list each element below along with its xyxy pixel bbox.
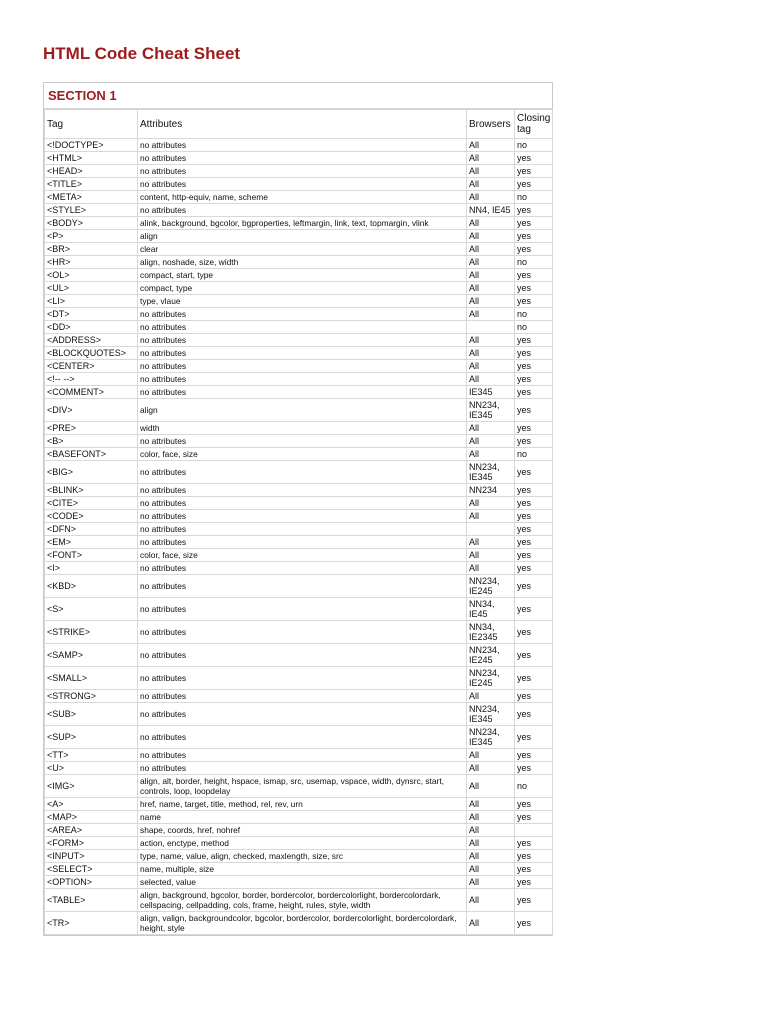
- tag-cell: <CITE>: [45, 497, 138, 510]
- table-header-row: [45, 110, 553, 139]
- attributes-cell: no attributes: [138, 461, 467, 484]
- browsers-cell: All: [467, 269, 515, 282]
- browsers-cell: All: [467, 775, 515, 798]
- attributes-cell: action, enctype, method: [138, 837, 467, 850]
- browsers-cell: NN234, IE245: [467, 575, 515, 598]
- tag-cell: <DIV>: [45, 399, 138, 422]
- table-row: [45, 850, 553, 863]
- table-row: [45, 703, 553, 726]
- tag-cell: <PRE>: [45, 422, 138, 435]
- table-row: [45, 621, 553, 644]
- browsers-cell: All: [467, 243, 515, 256]
- attributes-cell: align: [138, 399, 467, 422]
- closing-tag-cell: yes: [515, 536, 553, 549]
- browsers-cell: All: [467, 749, 515, 762]
- closing-tag-cell: yes: [515, 422, 553, 435]
- attributes-cell: href, name, target, title, method, rel, rev, urn: [138, 798, 467, 811]
- table-row: [45, 347, 553, 360]
- browsers-cell: All: [467, 510, 515, 523]
- table-row: [45, 667, 553, 690]
- tag-cell: <OL>: [45, 269, 138, 282]
- tag-cell: <OPTION>: [45, 876, 138, 889]
- closing-tag-cell: yes: [515, 523, 553, 536]
- tag-cell: <IMG>: [45, 775, 138, 798]
- tag-cell: <META>: [45, 191, 138, 204]
- browsers-cell: NN34, IE2345: [467, 621, 515, 644]
- tag-cell: <A>: [45, 798, 138, 811]
- browsers-cell: All: [467, 497, 515, 510]
- table-row: [45, 575, 553, 598]
- table-row: [45, 422, 553, 435]
- browsers-cell: All: [467, 152, 515, 165]
- closing-tag-cell: yes: [515, 347, 553, 360]
- browsers-cell: All: [467, 824, 515, 837]
- tag-cell: <CODE>: [45, 510, 138, 523]
- table-row: [45, 484, 553, 497]
- tag-cell: <FONT>: [45, 549, 138, 562]
- closing-tag-cell: yes: [515, 497, 553, 510]
- attributes-cell: align, alt, border, height, hspace, ismap, src, usemap, vspace, width, dynsrc, start, controls, loop, loopdelay: [138, 775, 467, 798]
- table-row: [45, 399, 553, 422]
- attributes-cell: no attributes: [138, 644, 467, 667]
- browsers-cell: All: [467, 435, 515, 448]
- attributes-cell: no attributes: [138, 347, 467, 360]
- table-row: [45, 811, 553, 824]
- closing-tag-cell: yes: [515, 850, 553, 863]
- closing-tag-cell: [515, 824, 553, 837]
- browsers-cell: All: [467, 256, 515, 269]
- attributes-cell: no attributes: [138, 152, 467, 165]
- closing-tag-cell: yes: [515, 435, 553, 448]
- attributes-cell: no attributes: [138, 510, 467, 523]
- table-row: [45, 876, 553, 889]
- attributes-cell: clear: [138, 243, 467, 256]
- table-row: [45, 510, 553, 523]
- table-row: [45, 644, 553, 667]
- attributes-cell: selected, value: [138, 876, 467, 889]
- tag-cell: <STYLE>: [45, 204, 138, 217]
- tag-cell: <TT>: [45, 749, 138, 762]
- table-row: [45, 798, 553, 811]
- tag-cell: <B>: [45, 435, 138, 448]
- table-row: [45, 334, 553, 347]
- tag-cell: <SUB>: [45, 703, 138, 726]
- attributes-cell: no attributes: [138, 165, 467, 178]
- tag-cell: <TABLE>: [45, 889, 138, 912]
- table-row: [45, 152, 553, 165]
- browsers-cell: All: [467, 549, 515, 562]
- tag-cell: <BIG>: [45, 461, 138, 484]
- tag-cell: <BLINK>: [45, 484, 138, 497]
- column-header-tag: Tag: [45, 110, 138, 139]
- browsers-cell: NN234, IE345: [467, 399, 515, 422]
- table-row: [45, 373, 553, 386]
- table-row: [45, 863, 553, 876]
- closing-tag-cell: yes: [515, 217, 553, 230]
- table-row: [45, 191, 553, 204]
- attributes-cell: compact, type: [138, 282, 467, 295]
- table-row: [45, 749, 553, 762]
- browsers-cell: NN4, IE45: [467, 204, 515, 217]
- browsers-cell: All: [467, 178, 515, 191]
- tag-cell: <EM>: [45, 536, 138, 549]
- closing-tag-cell: yes: [515, 510, 553, 523]
- cheat-sheet-section: [43, 82, 553, 936]
- browsers-cell: NN234, IE245: [467, 667, 515, 690]
- browsers-cell: All: [467, 217, 515, 230]
- tag-cell: <CENTER>: [45, 360, 138, 373]
- attributes-cell: no attributes: [138, 360, 467, 373]
- table-row: [45, 386, 553, 399]
- browsers-cell: All: [467, 912, 515, 935]
- attributes-cell: color, face, size: [138, 549, 467, 562]
- browsers-cell: NN234, IE345: [467, 726, 515, 749]
- closing-tag-cell: yes: [515, 204, 553, 217]
- column-header-closing-tag: Closing tag: [515, 110, 553, 139]
- tag-cell: <HR>: [45, 256, 138, 269]
- browsers-cell: All: [467, 295, 515, 308]
- attributes-cell: content, http-equiv, name, scheme: [138, 191, 467, 204]
- attributes-cell: no attributes: [138, 749, 467, 762]
- attributes-cell: align: [138, 230, 467, 243]
- section-title: SECTION 1: [44, 83, 552, 109]
- tag-cell: <TITLE>: [45, 178, 138, 191]
- browsers-cell: All: [467, 811, 515, 824]
- closing-tag-cell: yes: [515, 889, 553, 912]
- browsers-cell: NN234: [467, 484, 515, 497]
- attributes-cell: type, name, value, align, checked, maxlength, size, src: [138, 850, 467, 863]
- browsers-cell: IE345: [467, 386, 515, 399]
- table-row: [45, 889, 553, 912]
- tag-cell: <TR>: [45, 912, 138, 935]
- tag-cell: <SUP>: [45, 726, 138, 749]
- closing-tag-cell: yes: [515, 230, 553, 243]
- table-row: [45, 837, 553, 850]
- attributes-cell: no attributes: [138, 435, 467, 448]
- attributes-cell: no attributes: [138, 762, 467, 775]
- attributes-cell: color, face, size: [138, 448, 467, 461]
- browsers-cell: [467, 321, 515, 334]
- page-title: HTML Code Cheat Sheet: [43, 44, 241, 63]
- closing-tag-cell: yes: [515, 690, 553, 703]
- closing-tag-cell: yes: [515, 837, 553, 850]
- table-row: [45, 282, 553, 295]
- closing-tag-cell: yes: [515, 876, 553, 889]
- closing-tag-cell: yes: [515, 598, 553, 621]
- closing-tag-cell: no: [515, 308, 553, 321]
- closing-tag-cell: yes: [515, 461, 553, 484]
- closing-tag-cell: no: [515, 321, 553, 334]
- browsers-cell: All: [467, 798, 515, 811]
- closing-tag-cell: yes: [515, 334, 553, 347]
- closing-tag-cell: no: [515, 775, 553, 798]
- attributes-cell: compact, start, type: [138, 269, 467, 282]
- attributes-cell: no attributes: [138, 690, 467, 703]
- table-body: [45, 139, 553, 935]
- tag-cell: <COMMENT>: [45, 386, 138, 399]
- closing-tag-cell: yes: [515, 798, 553, 811]
- closing-tag-cell: yes: [515, 243, 553, 256]
- closing-tag-cell: no: [515, 139, 553, 152]
- table-row: [45, 461, 553, 484]
- tag-cell: <ADDRESS>: [45, 334, 138, 347]
- closing-tag-cell: yes: [515, 667, 553, 690]
- tag-cell: <SMALL>: [45, 667, 138, 690]
- attributes-cell: type, vlaue: [138, 295, 467, 308]
- attributes-cell: no attributes: [138, 497, 467, 510]
- attributes-cell: no attributes: [138, 667, 467, 690]
- table-row: [45, 690, 553, 703]
- browsers-cell: All: [467, 562, 515, 575]
- browsers-cell: [467, 523, 515, 536]
- column-header-browsers: Browsers: [467, 110, 515, 139]
- attributes-cell: no attributes: [138, 726, 467, 749]
- attributes-cell: no attributes: [138, 523, 467, 536]
- attributes-cell: align, noshade, size, width: [138, 256, 467, 269]
- browsers-cell: All: [467, 230, 515, 243]
- closing-tag-cell: yes: [515, 360, 553, 373]
- tag-cell: <SAMP>: [45, 644, 138, 667]
- cheat-sheet-table: [44, 109, 553, 935]
- table-row: [45, 912, 553, 935]
- closing-tag-cell: no: [515, 191, 553, 204]
- browsers-cell: All: [467, 360, 515, 373]
- attributes-cell: shape, coords, href, nohref: [138, 824, 467, 837]
- table-row: [45, 204, 553, 217]
- tag-cell: <!-- -->: [45, 373, 138, 386]
- tag-cell: <KBD>: [45, 575, 138, 598]
- table-row: [45, 536, 553, 549]
- tag-cell: <U>: [45, 762, 138, 775]
- attributes-cell: no attributes: [138, 621, 467, 644]
- attributes-cell: name: [138, 811, 467, 824]
- attributes-cell: align, valign, backgroundcolor, bgcolor, bordercolor, bordercolorlight, bordercolordark, height, style: [138, 912, 467, 935]
- table-row: [45, 178, 553, 191]
- tag-cell: <BR>: [45, 243, 138, 256]
- attributes-cell: no attributes: [138, 373, 467, 386]
- browsers-cell: All: [467, 863, 515, 876]
- browsers-cell: NN234, IE345: [467, 461, 515, 484]
- browsers-cell: All: [467, 373, 515, 386]
- tag-cell: <AREA>: [45, 824, 138, 837]
- closing-tag-cell: yes: [515, 703, 553, 726]
- table-row: [45, 217, 553, 230]
- closing-tag-cell: yes: [515, 373, 553, 386]
- table-row: [45, 775, 553, 798]
- tag-cell: <!DOCTYPE>: [45, 139, 138, 152]
- browsers-cell: All: [467, 762, 515, 775]
- closing-tag-cell: yes: [515, 575, 553, 598]
- attributes-cell: no attributes: [138, 703, 467, 726]
- tag-cell: <MAP>: [45, 811, 138, 824]
- table-row: [45, 562, 553, 575]
- browsers-cell: All: [467, 536, 515, 549]
- attributes-cell: no attributes: [138, 562, 467, 575]
- table-row: [45, 256, 553, 269]
- attributes-cell: align, background, bgcolor, border, bordercolor, bordercolorlight, bordercolordark, cellspacing, cellpadding, cols, frame, height, rules, style, width: [138, 889, 467, 912]
- browsers-cell: All: [467, 139, 515, 152]
- browsers-cell: NN34, IE45: [467, 598, 515, 621]
- table-row: [45, 269, 553, 282]
- browsers-cell: NN234, IE245: [467, 644, 515, 667]
- table-row: [45, 165, 553, 178]
- table-row: [45, 523, 553, 536]
- closing-tag-cell: yes: [515, 562, 553, 575]
- table-row: [45, 308, 553, 321]
- closing-tag-cell: yes: [515, 386, 553, 399]
- table-row: [45, 824, 553, 837]
- table-row: [45, 598, 553, 621]
- tag-cell: <I>: [45, 562, 138, 575]
- attributes-cell: no attributes: [138, 484, 467, 497]
- attributes-cell: width: [138, 422, 467, 435]
- attributes-cell: no attributes: [138, 321, 467, 334]
- closing-tag-cell: yes: [515, 165, 553, 178]
- tag-cell: <P>: [45, 230, 138, 243]
- tag-cell: <INPUT>: [45, 850, 138, 863]
- table-row: [45, 139, 553, 152]
- tag-cell: <SELECT>: [45, 863, 138, 876]
- browsers-cell: NN234, IE345: [467, 703, 515, 726]
- closing-tag-cell: yes: [515, 399, 553, 422]
- column-header-attributes: Attributes: [138, 110, 467, 139]
- attributes-cell: no attributes: [138, 536, 467, 549]
- attributes-cell: no attributes: [138, 139, 467, 152]
- browsers-cell: All: [467, 422, 515, 435]
- closing-tag-cell: yes: [515, 912, 553, 935]
- tag-cell: <BODY>: [45, 217, 138, 230]
- browsers-cell: All: [467, 191, 515, 204]
- table-row: [45, 435, 553, 448]
- closing-tag-cell: yes: [515, 811, 553, 824]
- attributes-cell: no attributes: [138, 575, 467, 598]
- closing-tag-cell: yes: [515, 282, 553, 295]
- attributes-cell: no attributes: [138, 598, 467, 621]
- closing-tag-cell: yes: [515, 621, 553, 644]
- closing-tag-cell: yes: [515, 726, 553, 749]
- closing-tag-cell: yes: [515, 762, 553, 775]
- closing-tag-cell: yes: [515, 749, 553, 762]
- tag-cell: <BLOCKQUOTES>: [45, 347, 138, 360]
- table-row: [45, 321, 553, 334]
- browsers-cell: All: [467, 308, 515, 321]
- closing-tag-cell: yes: [515, 863, 553, 876]
- closing-tag-cell: yes: [515, 269, 553, 282]
- closing-tag-cell: no: [515, 448, 553, 461]
- tag-cell: <HEAD>: [45, 165, 138, 178]
- table-row: [45, 726, 553, 749]
- closing-tag-cell: yes: [515, 644, 553, 667]
- table-row: [45, 360, 553, 373]
- browsers-cell: All: [467, 850, 515, 863]
- browsers-cell: All: [467, 889, 515, 912]
- attributes-cell: no attributes: [138, 386, 467, 399]
- tag-cell: <STRONG>: [45, 690, 138, 703]
- tag-cell: <S>: [45, 598, 138, 621]
- tag-cell: <DT>: [45, 308, 138, 321]
- table-row: [45, 762, 553, 775]
- closing-tag-cell: yes: [515, 178, 553, 191]
- closing-tag-cell: yes: [515, 484, 553, 497]
- browsers-cell: All: [467, 334, 515, 347]
- tag-cell: <HTML>: [45, 152, 138, 165]
- browsers-cell: All: [467, 448, 515, 461]
- closing-tag-cell: yes: [515, 152, 553, 165]
- tag-cell: <DFN>: [45, 523, 138, 536]
- table-row: [45, 230, 553, 243]
- attributes-cell: no attributes: [138, 334, 467, 347]
- tag-cell: <LI>: [45, 295, 138, 308]
- attributes-cell: no attributes: [138, 204, 467, 217]
- attributes-cell: alink, background, bgcolor, bgproperties, leftmargin, link, text, topmargin, vlink: [138, 217, 467, 230]
- browsers-cell: All: [467, 690, 515, 703]
- table-row: [45, 448, 553, 461]
- browsers-cell: All: [467, 876, 515, 889]
- browsers-cell: All: [467, 282, 515, 295]
- tag-cell: <BASEFONT>: [45, 448, 138, 461]
- closing-tag-cell: no: [515, 256, 553, 269]
- tag-cell: <STRIKE>: [45, 621, 138, 644]
- browsers-cell: All: [467, 837, 515, 850]
- table-row: [45, 549, 553, 562]
- table-row: [45, 243, 553, 256]
- browsers-cell: All: [467, 347, 515, 360]
- tag-cell: <FORM>: [45, 837, 138, 850]
- closing-tag-cell: yes: [515, 295, 553, 308]
- attributes-cell: no attributes: [138, 178, 467, 191]
- attributes-cell: name, multiple, size: [138, 863, 467, 876]
- tag-cell: <UL>: [45, 282, 138, 295]
- attributes-cell: no attributes: [138, 308, 467, 321]
- tag-cell: <DD>: [45, 321, 138, 334]
- table-row: [45, 295, 553, 308]
- browsers-cell: All: [467, 165, 515, 178]
- closing-tag-cell: yes: [515, 549, 553, 562]
- table-row: [45, 497, 553, 510]
